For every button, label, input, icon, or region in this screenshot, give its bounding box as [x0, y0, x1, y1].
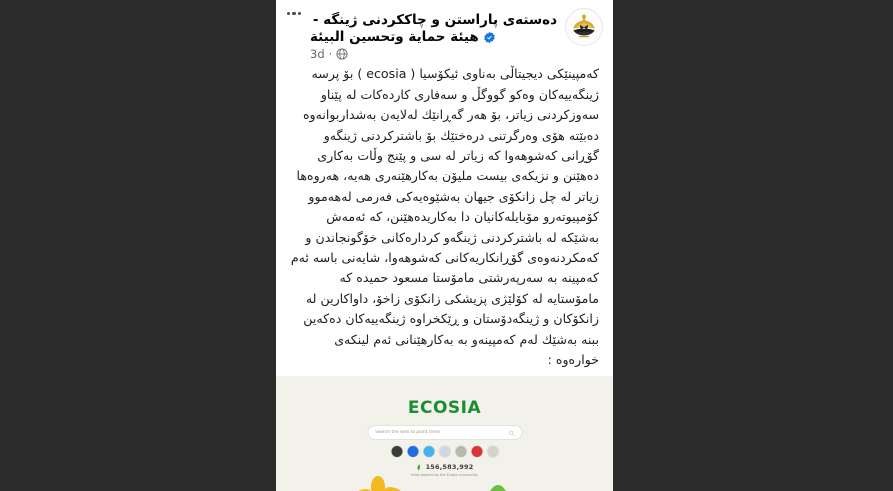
- link-preview-image[interactable]: [276, 376, 613, 491]
- page-name-secondary: هيئة حماية وتحسين البيئة: [310, 29, 479, 46]
- shortcut-pale-icon[interactable]: [487, 446, 498, 457]
- ecosia-search-placeholder: Search the web to plant trees: [375, 430, 441, 436]
- avatar[interactable]: [565, 8, 603, 46]
- tree-counter-caption: trees planted by the Ecosia community: [411, 473, 478, 478]
- tree-count-value: 156,583,992: [425, 463, 474, 472]
- dot: [292, 12, 295, 15]
- dot: [298, 12, 301, 15]
- shortcut-blue-icon[interactable]: [407, 446, 418, 457]
- ecosia-search-bar[interactable]: [367, 425, 522, 440]
- flora-illustration: [276, 469, 613, 491]
- globe-public-icon[interactable]: [336, 48, 348, 60]
- post-meta: [310, 48, 557, 60]
- shortcut-grey-icon[interactable]: [455, 446, 466, 457]
- shortcut-light-icon[interactable]: [439, 446, 450, 457]
- shortcut-facebook-icon[interactable]: [391, 446, 402, 457]
- post-timestamp[interactable]: 3d: [310, 46, 325, 61]
- page-name-primary: دەستەی پاراستن و چاککردنی ژینگە -: [312, 12, 557, 28]
- shortcut-twitter-icon[interactable]: [423, 446, 434, 457]
- page-name-line-2: [310, 28, 557, 46]
- more-options-icon[interactable]: [282, 8, 306, 32]
- search-icon: [508, 430, 514, 436]
- page-name-line-1[interactable]: [310, 9, 557, 29]
- post-text: کەمپینێکی دیجیتاڵی بەناوی ئیکۆسیا ( ecosia ) بۆ پرسە ژینگەییەکان وەکو گووگڵ و سەفاری کاردەکات لە پێناو سەوزکردنی زیاتر، بۆ هەر گەڕانێك لەلایەن بەشداربوانەوە دەبێتە هۆی وەرگرتنی درەختێك بۆ باشترکردنی ژینگەو گۆڕانی کەشوهەوا کە زیاتر لە سی و پێنج وڵات بەکاری دەهێنن و نزیکەی بیست ملیۆن بەکارهێنەری هەیە، هەروەها زیاتر لە چل زانکۆی جیهان بەشێوەیەکی فەرمی لەهەموو کۆمپیوتەرو مۆبایلەکانیان دا بەکاریدەهێنن، کە ئەمەش بەشێکە لە باشترکردنی ژینگەو کردارەکانی خۆگونجاندن و کەمکردنەوەی گۆڕانکاریەکانی کەشوهەوا، شایەنی باسە ئەم کەمپینە بە سەرپەرشتی مامۆستا مسعود حمیدە کە مامۆستایە لە کۆلێژی پزیشکی زانکۆی زاخۆ، داواکارین لە زانکۆکان و ژینگەدۆستان و ڕێکخراوە ژینگەییەکان دەکەین ببنە بەشێك لەم کەمپینەو بە بەکارهێنانی ئەم لینکەی خوارەوە :: [290, 66, 599, 367]
- meta-separator: ·: [328, 46, 333, 61]
- shortcut-red-icon[interactable]: [471, 446, 482, 457]
- ecosia-shortcut-row: [391, 446, 498, 457]
- post-body: [276, 62, 613, 376]
- facebook-post-card: [276, 0, 613, 491]
- post-header: [276, 0, 613, 62]
- post-author-block: [310, 8, 557, 60]
- dot: [287, 12, 290, 15]
- ecosia-wordmark: ECOSIA: [407, 398, 482, 419]
- verified-badge-icon: [483, 31, 496, 44]
